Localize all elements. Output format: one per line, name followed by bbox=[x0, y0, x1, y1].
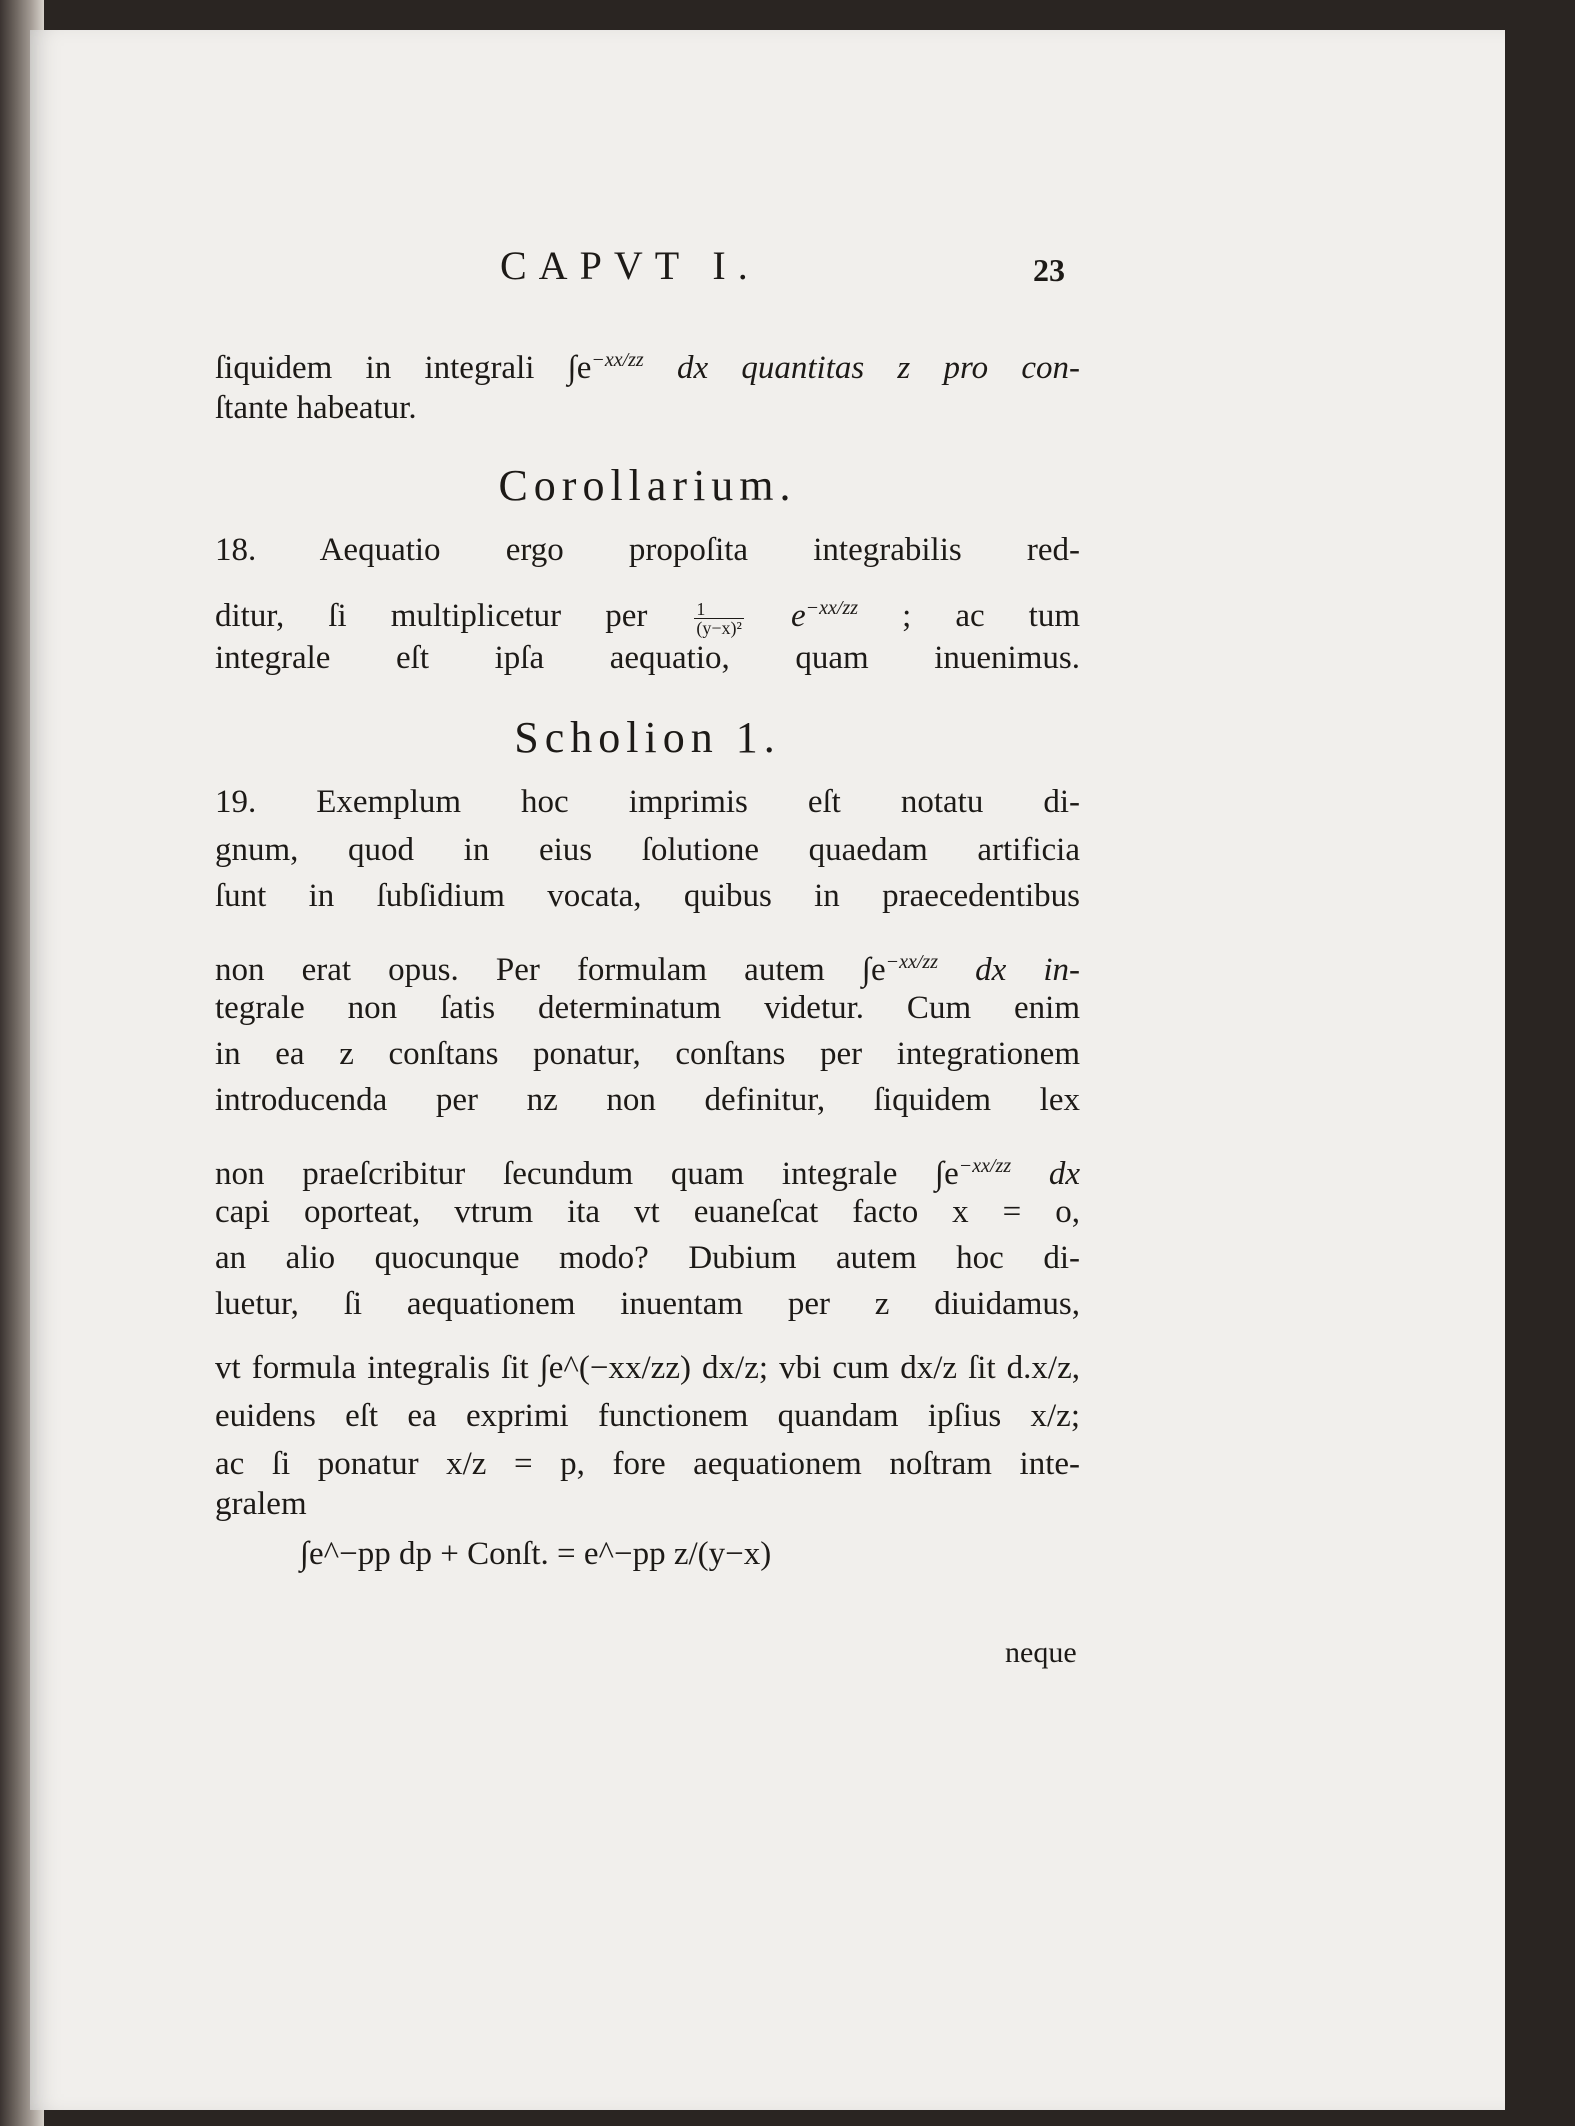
text-line-11: in ea z conſtans ponatur, conſtans per integrationem bbox=[215, 1036, 1080, 1072]
text-line-18: euidens eſt ea exprimi functionem quandam ipſius x/z; bbox=[215, 1398, 1080, 1434]
display-formula: ∫e^−pp dp + Conſt. = e^−pp z/(y−x) bbox=[300, 1536, 772, 1572]
text-line-9 bbox=[215, 942, 1080, 990]
line-text: non erat opus. Per formulam autem ∫e bbox=[215, 952, 886, 988]
page-number: 23 bbox=[1033, 252, 1065, 288]
text-line-16: luetur, ſi aequationem inuentam per z diuidamus, bbox=[215, 1286, 1080, 1322]
text-line-20: gralem bbox=[215, 1486, 307, 1522]
fraction bbox=[694, 600, 744, 637]
exponent: −xx/zz bbox=[591, 349, 644, 371]
line-text: dx quantitas z pro con- bbox=[676, 350, 1081, 386]
text-line-4 bbox=[215, 588, 1080, 637]
text-line-13 bbox=[215, 1146, 1080, 1194]
text-line-3: 18. Aequatio ergo propoſita integrabilis red- bbox=[215, 532, 1080, 568]
running-header bbox=[30, 242, 1505, 292]
section-heading-scholion: Scholion 1. bbox=[514, 713, 781, 762]
line-text: dx bbox=[1048, 1156, 1080, 1192]
line-text: ditur, ſi multiplicetur per bbox=[215, 598, 648, 634]
text-line-2: ſtante habeatur. bbox=[215, 390, 417, 426]
book-page bbox=[30, 30, 1505, 2110]
denominator: (y−x)² bbox=[696, 617, 742, 638]
catchword: neque bbox=[1005, 1636, 1077, 1669]
chapter-title: CAPVT I. bbox=[500, 243, 760, 288]
text-line-10: tegrale non ſatis determinatum videtur. Cum enim bbox=[215, 990, 1080, 1026]
line-text: ſiquidem in integrali ∫e bbox=[215, 350, 592, 386]
text-line-1 bbox=[215, 340, 1080, 388]
numerator: 1 bbox=[694, 600, 744, 619]
line-text: ; ac tum bbox=[902, 598, 1081, 634]
text-line-8: ſunt in ſubſidium vocata, quibus in praecedentibus bbox=[215, 878, 1080, 914]
section-heading-corollarium: Corollarium. bbox=[498, 461, 797, 510]
text-line-12: introducenda per nz non definitur, ſiquidem lex bbox=[215, 1082, 1080, 1118]
text-line-14: capi oporteat, vtrum ita vt euaneſcat facto x = o, bbox=[215, 1194, 1080, 1230]
text-line-6: 19. Exemplum hoc imprimis eſt notatu di- bbox=[215, 784, 1080, 820]
text-line-15: an alio quocunque modo? Dubium autem hoc di- bbox=[215, 1240, 1080, 1276]
exponent: −xx/zz bbox=[885, 951, 938, 973]
exponent: −xx/zz bbox=[958, 1155, 1012, 1177]
text-line-7: gnum, quod in eius ſolutione quaedam artificia bbox=[215, 832, 1080, 868]
text-line-5: integrale eſt ipſa aequatio, quam inuenimus. bbox=[215, 640, 1080, 676]
line-text: e bbox=[791, 598, 806, 634]
line-text: non praeſcribitur ſecundum quam integrale ∫e bbox=[215, 1156, 959, 1192]
text-line-17: vt formula integralis ſit ∫e^(−xx/zz) dx/z; vbi cum dx/z ſit d.x/z, bbox=[215, 1350, 1080, 1386]
line-text: dx in- bbox=[975, 952, 1081, 988]
exponent: −xx/zz bbox=[805, 597, 859, 619]
text-line-19: ac ſi ponatur x/z = p, fore aequationem noſtram inte- bbox=[215, 1446, 1080, 1482]
